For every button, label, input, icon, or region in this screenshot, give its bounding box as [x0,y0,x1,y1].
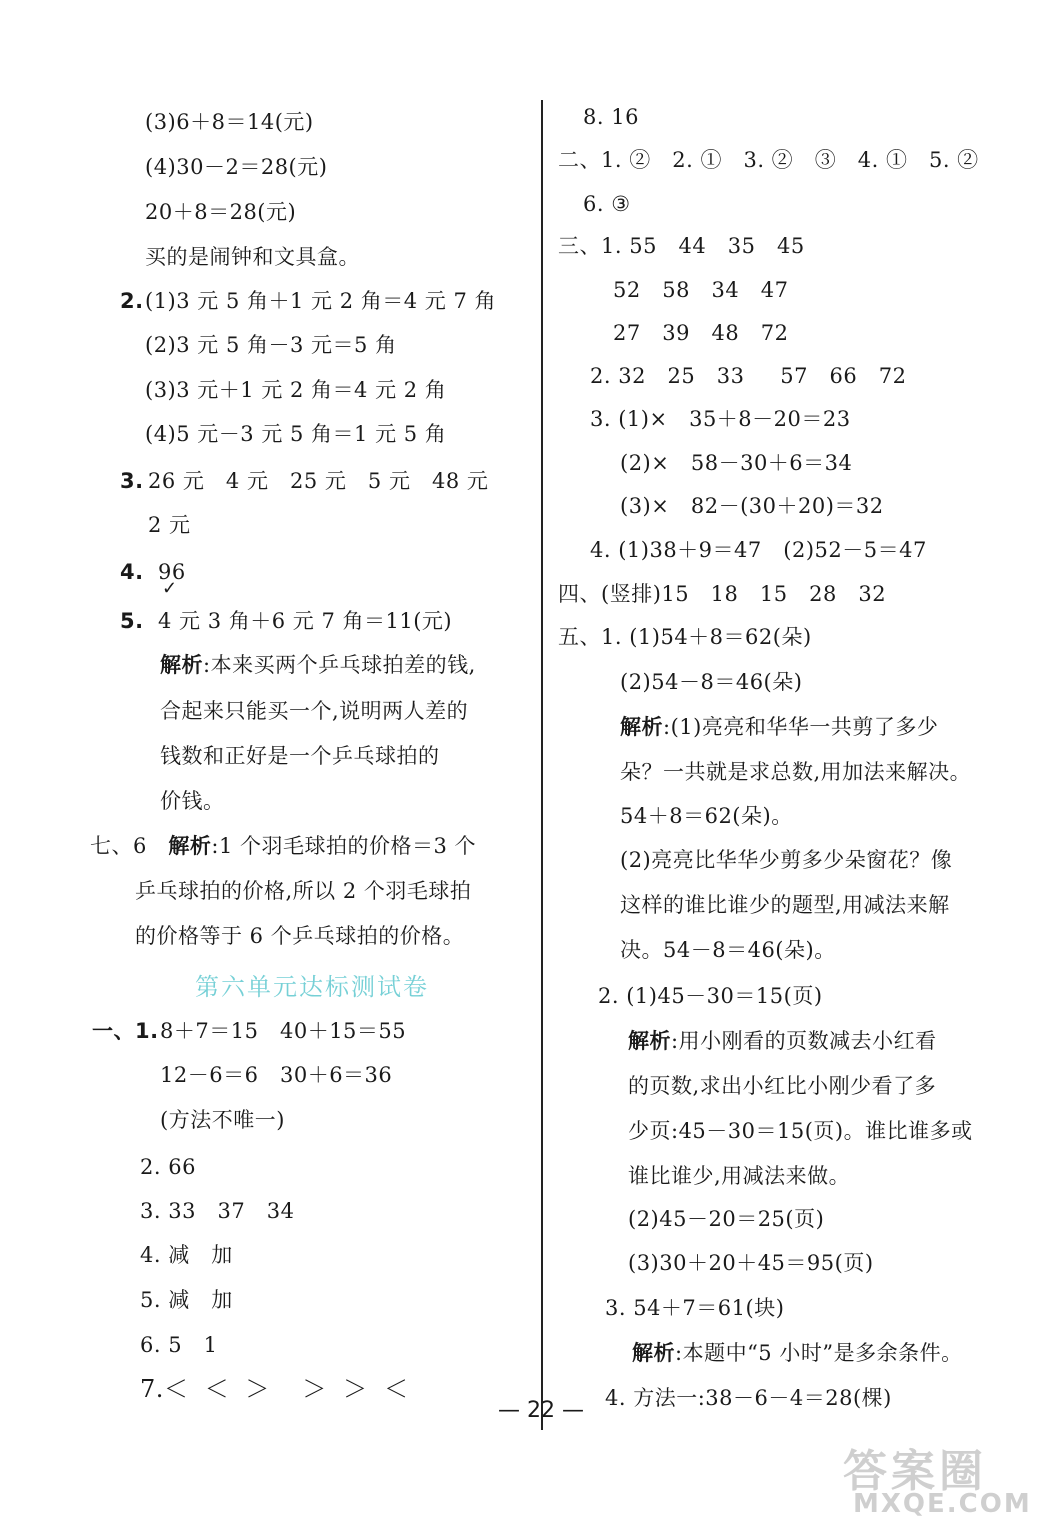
q5-explanation-1 [160,651,476,679]
right-line-5: 52 58 34 47 [613,278,789,302]
s1-line-3: (方法不唯一) [160,1108,285,1132]
right-line-3: 6. ③ [583,192,631,216]
s1-q4: 4. 减 加 [140,1243,233,1267]
q2-line-4: (4)5 元－3 元 5 角＝1 元 5 角 [145,422,447,446]
watermark-logo [823,1421,1033,1526]
s7-line-2: 乒乓球拍的价格,所以 2 个羽毛球拍 [135,879,472,903]
right-line-15 [620,713,938,741]
right-line-10: (3)× 82－(30＋20)＝32 [620,494,884,518]
right-line-14: (2)54－8＝46(朵) [620,670,803,694]
q5-explanation-3: 钱数和正好是一个乒乓球拍的 [160,744,440,768]
s1-q5: 5. 减 加 [140,1288,233,1312]
q3-number: 3. [120,469,144,493]
q5-explanation-text: :本来买两个乒乓球拍差的钱, [203,653,476,677]
r22-explanation-text: :用小刚看的页数减去小红看 [671,1029,937,1053]
s1-q2: 2. 66 [140,1155,196,1179]
s1-line-1: 8＋7＝15 40＋15＝55 [160,1019,407,1043]
q5-explanation-4: 价钱。 [160,789,225,813]
r29-explanation-text: :本题中“5 小时”是多余条件。 [675,1341,963,1365]
s1-q6: 6. 5 1 [140,1333,218,1357]
left-line-2: (4)30－2＝28(元) [145,155,328,179]
left-line-3: 20＋8＝28(元) [145,200,297,224]
s1-q7: 7.＜ ＜ ＞ ＞ ＞ ＜ [140,1375,409,1403]
q2-number: 2. [120,289,144,313]
right-line-16: 朵？一共就是求总数,用加法来解决。 [620,760,972,784]
right-line-29 [632,1339,963,1367]
right-line-21: 2. (1)45－30＝15(页) [598,984,823,1008]
right-line-18: (2)亮亮比华华少剪多少朵窗花？像 [620,848,953,872]
s7-line-3: 的价格等于 6 个乒乓球拍的价格。 [135,924,465,948]
s1-heading: 一、1. [92,1019,159,1043]
column-divider [541,100,543,1430]
right-line-20: 决。54－8＝46(朵)。 [620,938,836,962]
page-number: — 22 — [498,1398,584,1423]
right-line-25: 谁比谁少,用减法来做。 [628,1164,851,1188]
r22-explanation-label: 解析 [628,1028,671,1053]
section-title: 第六单元达标测试卷 [195,973,429,1001]
right-line-1: 8. 16 [583,105,639,129]
right-line-19: 这样的谁比谁少的题型,用减法来解 [620,893,950,917]
right-line-12: 四、(竖排)15 18 15 28 32 [558,582,887,606]
q4-answer: 96 [158,560,186,584]
q5-answer: 4 元 3 角＋6 元 7 角＝11(元) [158,609,453,633]
s1-q3: 3. 33 37 34 [140,1199,295,1223]
q2-line-1: (1)3 元 5 角＋1 元 2 角＝4 元 7 角 [145,289,496,313]
q5-explanation-2: 合起来只能买一个,说明两人差的 [160,699,469,723]
s1-line-2: 12－6＝6 30＋6＝36 [160,1063,393,1087]
right-line-28: 3. 54＋7＝61(块) [605,1296,785,1320]
s7-explanation-text: :1 个羽毛球拍的价格＝3 个 [211,834,477,858]
right-line-24: 少页:45－30＝15(页)。谁比谁多或 [628,1119,973,1143]
q4-number: 4. [120,560,144,584]
right-line-23: 的页数,求出小红比小刚少看了多 [628,1074,937,1098]
watermark-url: MXQE.COM [853,1489,1032,1519]
right-line-22 [628,1027,937,1055]
right-line-7: 2. 32 25 33 57 66 72 [590,364,907,388]
right-line-2: 二、1. ② 2. ① 3. ② ③ 4. ① 5. ② [558,148,979,172]
left-line-1: (3)6＋8＝14(元) [145,110,314,134]
right-line-30: 4. 方法一:38－6－4＝28(棵) [605,1386,892,1410]
right-line-27: (3)30＋20＋45＝95(页) [628,1251,874,1275]
left-line-4: 买的是闹钟和文具盒。 [145,245,360,269]
s7-explanation-label: 解析 [168,833,212,858]
r29-explanation-label: 解析 [632,1340,675,1365]
right-line-13: 五、1. (1)54＋8＝62(朵) [558,625,812,649]
right-line-8: 3. (1)× 35＋8－20＝23 [590,407,851,431]
checkmark-icon: ✓ [162,578,178,599]
right-line-4: 三、1. 55 44 35 45 [558,234,805,258]
right-line-6: 27 39 48 72 [613,321,789,345]
right-line-11: 4. (1)38＋9＝47 (2)52－5＝47 [590,538,927,562]
r15-explanation-text: :(1)亮亮和华华一共剪了多少 [663,715,939,739]
q3-line-2: 2 元 [148,513,191,537]
q3-line-1: 26 元 4 元 25 元 5 元 48 元 [148,469,489,493]
q5-explanation-label: 解析 [160,652,203,677]
q2-line-3: (3)3 元＋1 元 2 角＝4 元 2 角 [145,378,447,402]
s7-line-1 [90,832,476,860]
right-line-26: (2)45－20＝25(页) [628,1207,825,1231]
s7-number: 七、6 [90,834,147,858]
r15-explanation-label: 解析 [620,714,663,739]
right-line-17: 54＋8＝62(朵)。 [620,804,793,828]
q5-number: 5. [120,609,144,633]
q2-line-2: (2)3 元 5 角－3 元＝5 角 [145,333,397,357]
right-line-9: (2)× 58－30＋6＝34 [620,451,853,475]
watermark-logo-text: 答案圈 [843,1446,987,1497]
